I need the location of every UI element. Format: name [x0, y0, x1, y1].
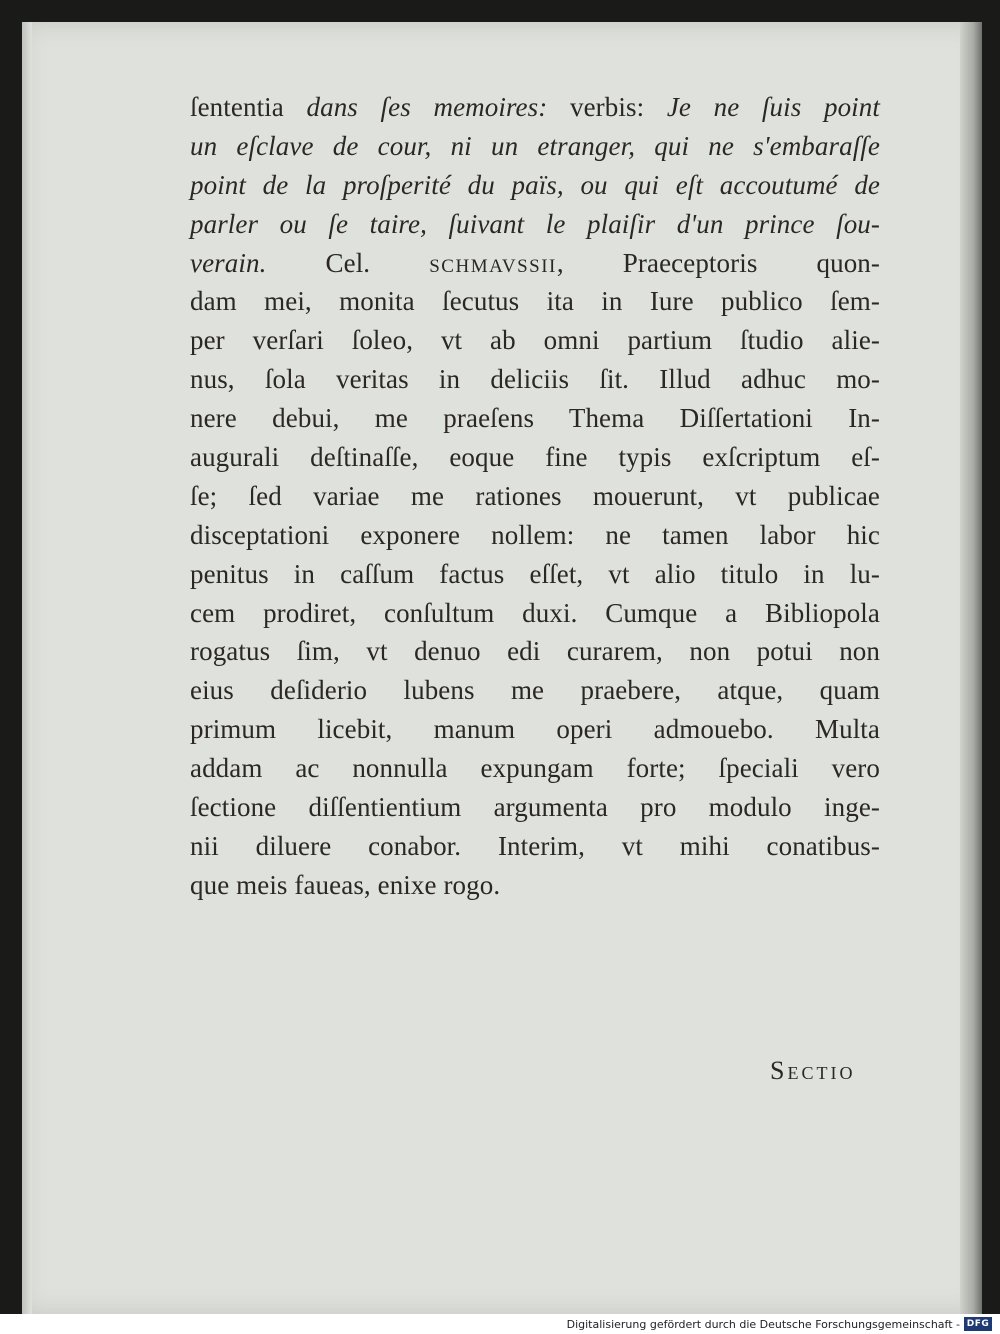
text-line — [190, 710, 880, 749]
text-line — [190, 88, 880, 127]
text-segment: schmavssii — [429, 247, 557, 278]
book-page — [22, 22, 982, 1314]
text-segment: nii diluere conabor. Interim, vt mihi conatibus- — [190, 830, 880, 861]
text-line — [190, 632, 880, 671]
text-segment: Cel. — [266, 247, 430, 278]
text-segment: Je ne ſuis point — [666, 92, 880, 122]
text-segment: augurali deſtinaſſe, eoque fine typis exſcriptum eſ- — [190, 442, 880, 473]
text-segment: addam ac nonnulla expungam forte; ſpeciali vero — [190, 753, 880, 784]
spine-shadow — [22, 22, 32, 1314]
text-segment: ſectione diſſentientium argumenta pro modulo inge- — [190, 792, 880, 823]
text-segment: nus, ſola veritas in deliciis ſit. Illud adhuc mo- — [190, 364, 880, 395]
dfg-logo: DFG — [964, 1317, 992, 1331]
text-segment: ſententia — [190, 92, 307, 122]
text-line — [190, 166, 880, 205]
text-line — [190, 594, 880, 633]
text-segment: penitus in caſſum factus eſſet, vt alio titulo in lu- — [190, 558, 880, 589]
text-line — [190, 516, 880, 555]
text-segment: per verſari ſoleo, vt ab omni partium ſtudio alie- — [190, 325, 880, 356]
text-segment: cem prodiret, conſultum duxi. Cumque a Bibliopola — [190, 597, 880, 628]
text-line — [190, 244, 880, 283]
text-segment: disceptationi exponere nollem: ne tamen labor hic — [190, 519, 880, 550]
text-line — [190, 205, 880, 244]
text-line — [190, 360, 880, 399]
text-segment: dam mei, monita ſecutus ita in Iure publico ſem- — [190, 286, 880, 317]
text-segment: parler ou ſe taire, ſuivant le plaiſir d'un prince ſou- — [190, 208, 880, 239]
text-segment: eius deſiderio lubens me praebere, atque, quam — [190, 675, 880, 706]
body-text — [190, 88, 880, 905]
footer-bar — [0, 1314, 1000, 1334]
text-segment: verain. — [190, 247, 267, 278]
text-segment: que meis faueas, enixe rogo. — [190, 869, 501, 900]
text-line — [190, 127, 880, 166]
text-line — [190, 399, 880, 438]
text-line — [190, 866, 880, 905]
catchword: Sectio — [770, 1056, 856, 1085]
text-line — [190, 282, 880, 321]
text-line — [190, 749, 880, 788]
text-segment: un eſclave de cour, ni un etranger, qui ne s'embaraſſe — [190, 130, 880, 161]
text-segment: , Praeceptoris quon- — [556, 247, 880, 278]
text-line — [190, 671, 880, 710]
text-line — [190, 321, 880, 360]
page-edge — [960, 22, 982, 1314]
text-line — [190, 555, 880, 594]
text-line — [190, 477, 880, 516]
text-segment: primum licebit, manum operi admouebo. Multa — [190, 714, 880, 745]
text-segment: verbis: — [547, 92, 667, 122]
text-segment: rogatus ſim, vt denuo edi curarem, non potui non — [190, 636, 880, 667]
footer-credit: Digitalisierung gefördert durch die Deutsche Forschungsgemeinschaft - — [566, 1318, 960, 1331]
text-segment: point de la proſperité du païs, ou qui eſt accoutumé de — [190, 169, 880, 200]
text-line — [190, 827, 880, 866]
text-segment: ſe; ſed variae me rationes mouerunt, vt publicae — [190, 480, 880, 511]
text-segment: dans ſes memoires: — [306, 92, 548, 122]
text-line — [190, 438, 880, 477]
text-line — [190, 788, 880, 827]
text-segment: nere debui, me praeſens Thema Diſſertationi In- — [190, 403, 880, 434]
